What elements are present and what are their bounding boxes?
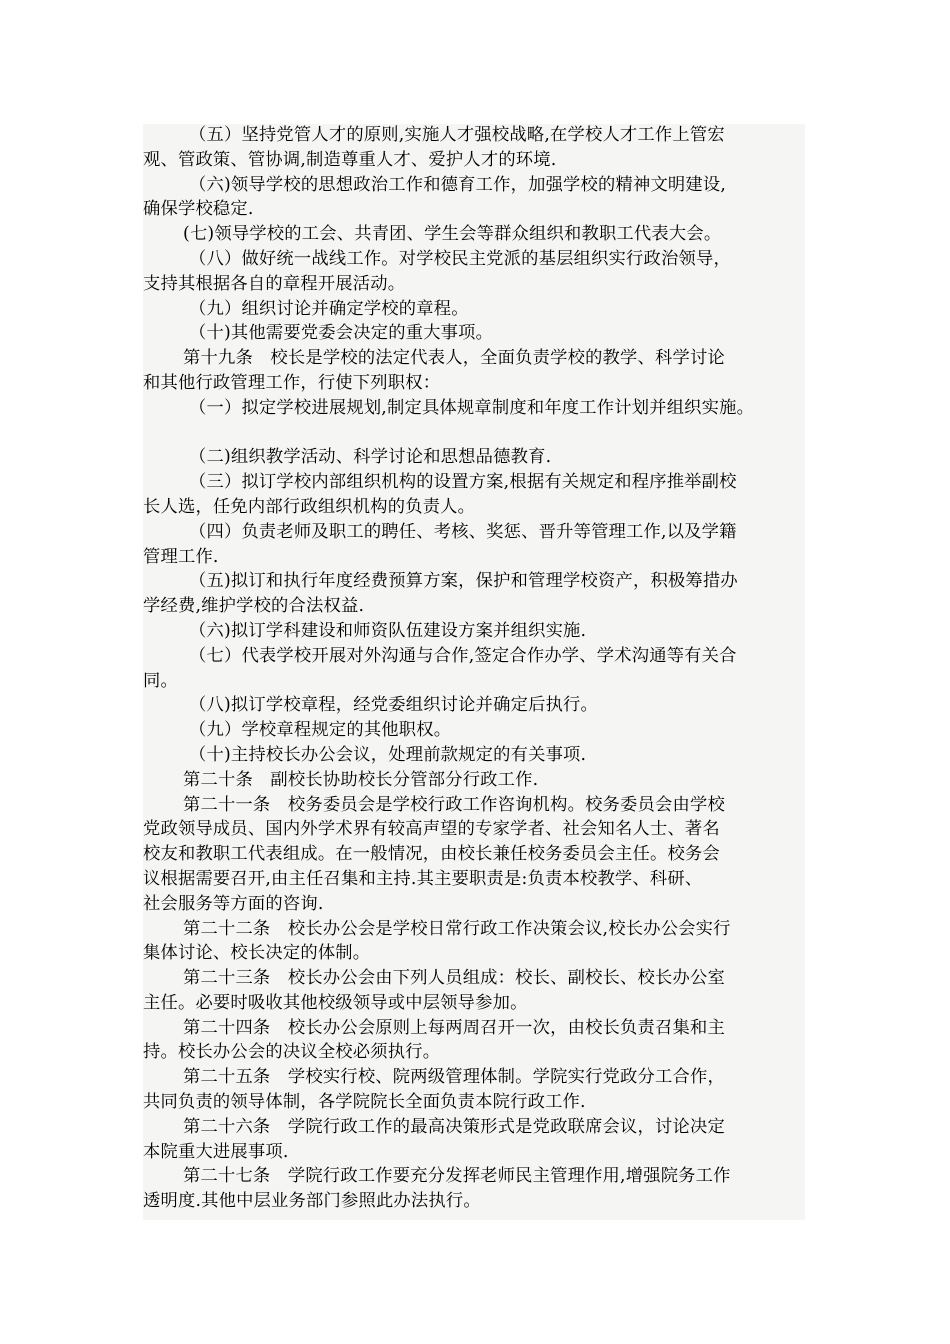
document-line: 共同负责的领导体制，各学院院长全面负责本院行政工作. bbox=[143, 1092, 586, 1113]
document-line: 同。 bbox=[143, 670, 178, 691]
blank-line bbox=[143, 421, 843, 446]
document-line: （十)其他需要党委会决定的重大事项。 bbox=[189, 323, 494, 344]
document-body bbox=[143, 123, 843, 1214]
document-line: 透明度.其他中层业务部门参照此办法执行。 bbox=[143, 1191, 481, 1212]
document-line: 管理工作. bbox=[143, 546, 219, 567]
document-line: 集体讨论、校长决定的体制。 bbox=[143, 943, 371, 964]
document-line: （九）学校章程规定的其他职权。 bbox=[189, 720, 452, 741]
document-line: 第二十七条 学院行政工作要充分发挥老师民主管理作用,增强院务工作 bbox=[183, 1166, 731, 1187]
document-line: 议根据需要召开,由主任召集和主持.其主要职责是:负责本校教学、科研、 bbox=[143, 868, 703, 889]
document-line: 学经费,维护学校的合法权益. bbox=[143, 596, 365, 617]
document-line: （六)拟订学科建设和师资队伍建设方案并组织实施. bbox=[189, 620, 587, 641]
document-line: （一）拟定学校进展规划,制定具体规章制度和年度工作计划并组织实施。 bbox=[189, 397, 755, 418]
document-line: 党政领导成员、国内外学术界有较高声望的专家学者、社会知名人士、著名 bbox=[143, 819, 720, 840]
document-line: 第二十五条 学校实行校、院两级管理体制。学院实行党政分工合作， bbox=[183, 1067, 725, 1088]
document-line: 持。校长办公会的决议全校必须执行。 bbox=[143, 1042, 441, 1063]
document-line: (七)领导学校的工会、共青团、学生会等群众组织和教职工代表大会。 bbox=[183, 224, 722, 245]
document-line: （五）坚持党管人才的原则,实施人才强校战略,在学校人才工作上管宏 bbox=[189, 125, 725, 145]
document-line: 支持其根据各自的章程开展活动。 bbox=[143, 273, 406, 294]
document-line: 第二十二条 校长办公会是学校日常行政工作决策会议,校长办公会实行 bbox=[183, 918, 731, 939]
document-line: 第二十四条 校长办公会原则上每两周召开一次，由校长负责召集和主 bbox=[183, 1017, 725, 1038]
document-line: 第二十三条 校长办公会由下列人员组成：校长、副校长、校长办公室 bbox=[183, 968, 725, 989]
document-line: 主任。必要时吸收其他校级领导或中层领导参加。 bbox=[143, 992, 528, 1013]
document-line: （四）负责老师及职工的聘任、考核、奖惩、晋升等管理工作,以及学籍 bbox=[189, 521, 737, 542]
document-line: 第二十六条 学院行政工作的最高决策形式是党政联席会议，讨论决定 bbox=[183, 1116, 725, 1137]
document-line: （八）做好统一战线工作。对学校民主党派的基层组织实行政治领导， bbox=[189, 248, 731, 269]
document-line: 和其他行政管理工作，行使下列职权： bbox=[143, 372, 441, 393]
document-line: （九）组织讨论并确定学校的章程。 bbox=[189, 298, 469, 319]
document-line: 第二十一条 校务委员会是学校行政工作咨询机构。校务委员会由学校 bbox=[183, 794, 725, 815]
document-line: （六)领导学校的思想政治工作和德育工作，加强学校的精神文明建设, bbox=[189, 174, 727, 195]
document-line: 观、管政策、管协调,制造尊重人才、爱护人才的环境. bbox=[143, 149, 557, 170]
document-line: 社会服务等方面的咨询. bbox=[143, 893, 324, 914]
document-line: （二)组织教学活动、科学讨论和思想品德教育. bbox=[189, 447, 552, 468]
document-line: 第十九条 校长是学校的法定代表人，全面负责学校的教学、科学讨论 bbox=[183, 348, 725, 369]
document-line: 确保学校稳定. bbox=[143, 199, 254, 220]
document-line: 本院重大进展事项. bbox=[143, 1141, 289, 1162]
document-line: （七）代表学校开展对外沟通与合作,签定合作办学、学术沟通等有关合 bbox=[189, 645, 737, 666]
document-line: （五)拟订和执行年度经费预算方案，保护和管理学校资产，积极筹措办 bbox=[189, 571, 738, 592]
document-line: 长人选，任免内部行政组织机构的负责人。 bbox=[143, 496, 476, 517]
document-line: 第二十条 副校长协助校长分管部分行政工作. bbox=[183, 769, 539, 790]
document-line: （十)主持校长办公会议，处理前款规定的有关事项. bbox=[189, 744, 587, 765]
document-line: 校友和教职工代表组成。在一般情况，由校长兼任校务委员会主任。校务会 bbox=[143, 844, 720, 865]
document-line: （三）拟订学校内部组织机构的设置方案,根据有关规定和程序推举副校 bbox=[189, 472, 737, 493]
document-line: （八)拟订学校章程，经党委组织讨论并确定后执行。 bbox=[189, 695, 599, 716]
